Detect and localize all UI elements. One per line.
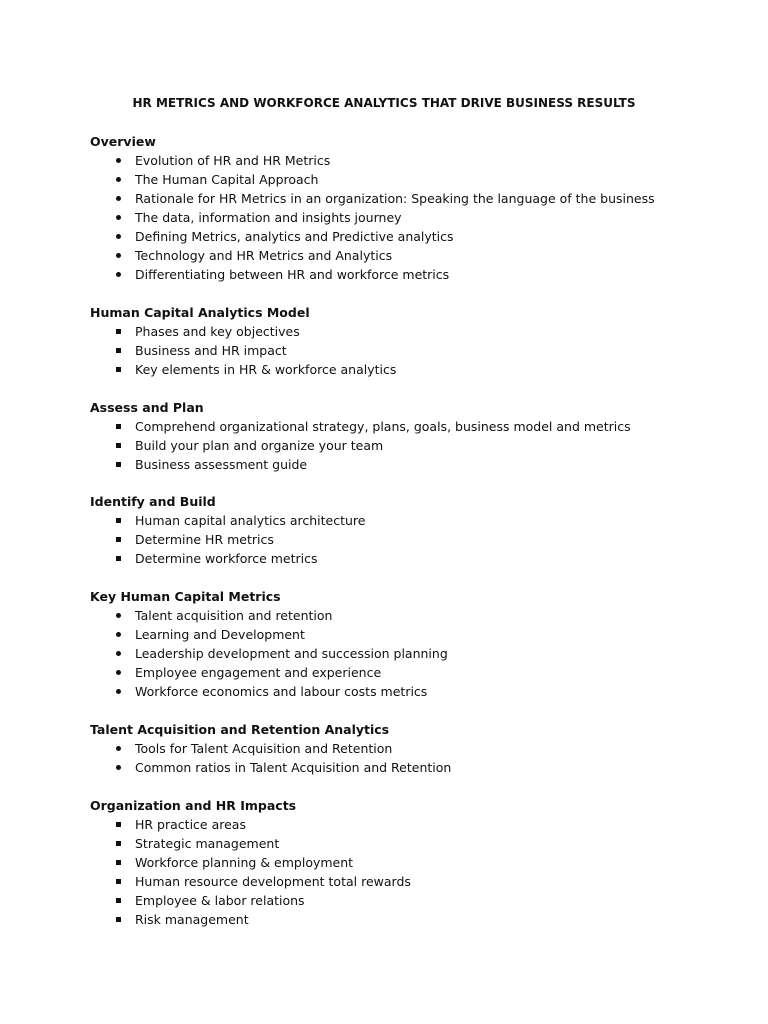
square-bullet-icon	[116, 841, 121, 846]
list-item-text: Strategic management	[135, 836, 280, 851]
list-item-text: Determine HR metrics	[135, 532, 274, 547]
section-human-capital-analytics-model	[90, 303, 730, 379]
section-heading: Identify and Build	[90, 494, 216, 509]
square-bullet-icon	[116, 879, 121, 884]
square-bullet-icon	[116, 462, 121, 467]
bullet-list	[90, 511, 730, 568]
list-item	[90, 834, 730, 853]
list-item	[90, 606, 730, 625]
section-heading: Overview	[90, 134, 156, 149]
list-item-text: Phases and key objectives	[135, 324, 300, 339]
square-bullet-icon	[116, 424, 121, 429]
section-identify-and-build	[90, 492, 730, 568]
section-organization-and-hr-impacts	[90, 796, 730, 929]
list-item	[90, 436, 730, 455]
list-item-text: Rationale for HR Metrics in an organization: Speaking the language of the business	[135, 191, 655, 206]
section-heading: Organization and HR Impacts	[90, 798, 297, 813]
square-bullet-icon	[116, 329, 121, 334]
square-bullet-icon	[116, 898, 121, 903]
round-bullet-icon	[116, 272, 121, 277]
list-item	[90, 739, 730, 758]
section-overview	[90, 132, 730, 284]
list-item	[90, 549, 730, 568]
square-bullet-icon	[116, 537, 121, 542]
list-item	[90, 872, 730, 891]
list-item-text: Human resource development total rewards	[135, 874, 411, 889]
list-item	[90, 227, 730, 246]
square-bullet-icon	[116, 556, 121, 561]
list-item-text: Defining Metrics, analytics and Predictive analytics	[135, 229, 454, 244]
square-bullet-icon	[116, 860, 121, 865]
section-assess-and-plan	[90, 398, 730, 474]
list-item-text: Comprehend organizational strategy, plans, goals, business model and metrics	[135, 419, 631, 434]
list-item	[90, 322, 730, 341]
round-bullet-icon	[116, 253, 121, 258]
round-bullet-icon	[116, 765, 121, 770]
section-heading: Assess and Plan	[90, 400, 204, 415]
square-bullet-icon	[116, 917, 121, 922]
list-item	[90, 189, 730, 208]
round-bullet-icon	[116, 234, 121, 239]
list-item-text: Workforce economics and labour costs metrics	[135, 684, 428, 699]
list-item-text: Tools for Talent Acquisition and Retention	[135, 741, 393, 756]
list-item	[90, 891, 730, 910]
list-item	[90, 682, 730, 701]
round-bullet-icon	[116, 670, 121, 675]
document-title: HR METRICS AND WORKFORCE ANALYTICS THAT DRIVE BUSINESS RESULTS	[132, 96, 636, 110]
list-item	[90, 663, 730, 682]
list-item-text: Evolution of HR and HR Metrics	[135, 153, 331, 168]
list-item	[90, 208, 730, 227]
list-item-text: Business and HR impact	[135, 343, 287, 358]
list-item-text: Employee & labor relations	[135, 893, 305, 908]
bullet-list	[90, 417, 730, 474]
list-item	[90, 511, 730, 530]
bullet-list	[90, 606, 730, 701]
list-item-text: Leadership development and succession planning	[135, 646, 448, 661]
list-item-text: Differentiating between HR and workforce metrics	[135, 267, 450, 282]
list-item-text: The data, information and insights journey	[135, 210, 402, 225]
round-bullet-icon	[116, 613, 121, 618]
list-item	[90, 644, 730, 663]
round-bullet-icon	[116, 196, 121, 201]
list-item-text: Human capital analytics architecture	[135, 513, 366, 528]
list-item-text: Build your plan and organize your team	[135, 438, 384, 453]
bullet-list	[90, 739, 730, 777]
bullet-list	[90, 815, 730, 929]
list-item	[90, 341, 730, 360]
list-item-text: Business assessment guide	[135, 457, 308, 472]
round-bullet-icon	[116, 746, 121, 751]
list-item	[90, 417, 730, 436]
list-item-text: Key elements in HR & workforce analytics	[135, 362, 397, 377]
list-item-text: Risk management	[135, 912, 249, 927]
section-heading: Key Human Capital Metrics	[90, 589, 281, 604]
round-bullet-icon	[116, 215, 121, 220]
square-bullet-icon	[116, 367, 121, 372]
list-item	[90, 815, 730, 834]
section-heading: Human Capital Analytics Model	[90, 305, 310, 320]
square-bullet-icon	[116, 822, 121, 827]
list-item-text: Common ratios in Talent Acquisition and Retention	[135, 760, 452, 775]
list-item	[90, 853, 730, 872]
list-item-text: The Human Capital Approach	[135, 172, 319, 187]
list-item	[90, 360, 730, 379]
bullet-list	[90, 151, 730, 284]
square-bullet-icon	[116, 348, 121, 353]
list-item	[90, 455, 730, 474]
section-talent-acquisition-and-retention-analytics	[90, 720, 730, 777]
list-item	[90, 265, 730, 284]
round-bullet-icon	[116, 689, 121, 694]
list-item	[90, 625, 730, 644]
square-bullet-icon	[116, 443, 121, 448]
round-bullet-icon	[116, 158, 121, 163]
list-item-text: Determine workforce metrics	[135, 551, 318, 566]
list-item	[90, 758, 730, 777]
list-item	[90, 151, 730, 170]
list-item	[90, 530, 730, 549]
list-item	[90, 910, 730, 929]
list-item-text: Employee engagement and experience	[135, 665, 382, 680]
list-item-text: Technology and HR Metrics and Analytics	[135, 248, 393, 263]
section-key-human-capital-metrics	[90, 587, 730, 701]
list-item-text: Workforce planning & employment	[135, 855, 354, 870]
bullet-list	[90, 322, 730, 379]
list-item	[90, 246, 730, 265]
square-bullet-icon	[116, 518, 121, 523]
list-item	[90, 170, 730, 189]
round-bullet-icon	[116, 651, 121, 656]
round-bullet-icon	[116, 632, 121, 637]
section-heading: Talent Acquisition and Retention Analytics	[90, 722, 390, 737]
list-item-text: Talent acquisition and retention	[135, 608, 333, 623]
list-item-text: HR practice areas	[135, 817, 246, 832]
list-item-text: Learning and Development	[135, 627, 305, 642]
round-bullet-icon	[116, 177, 121, 182]
